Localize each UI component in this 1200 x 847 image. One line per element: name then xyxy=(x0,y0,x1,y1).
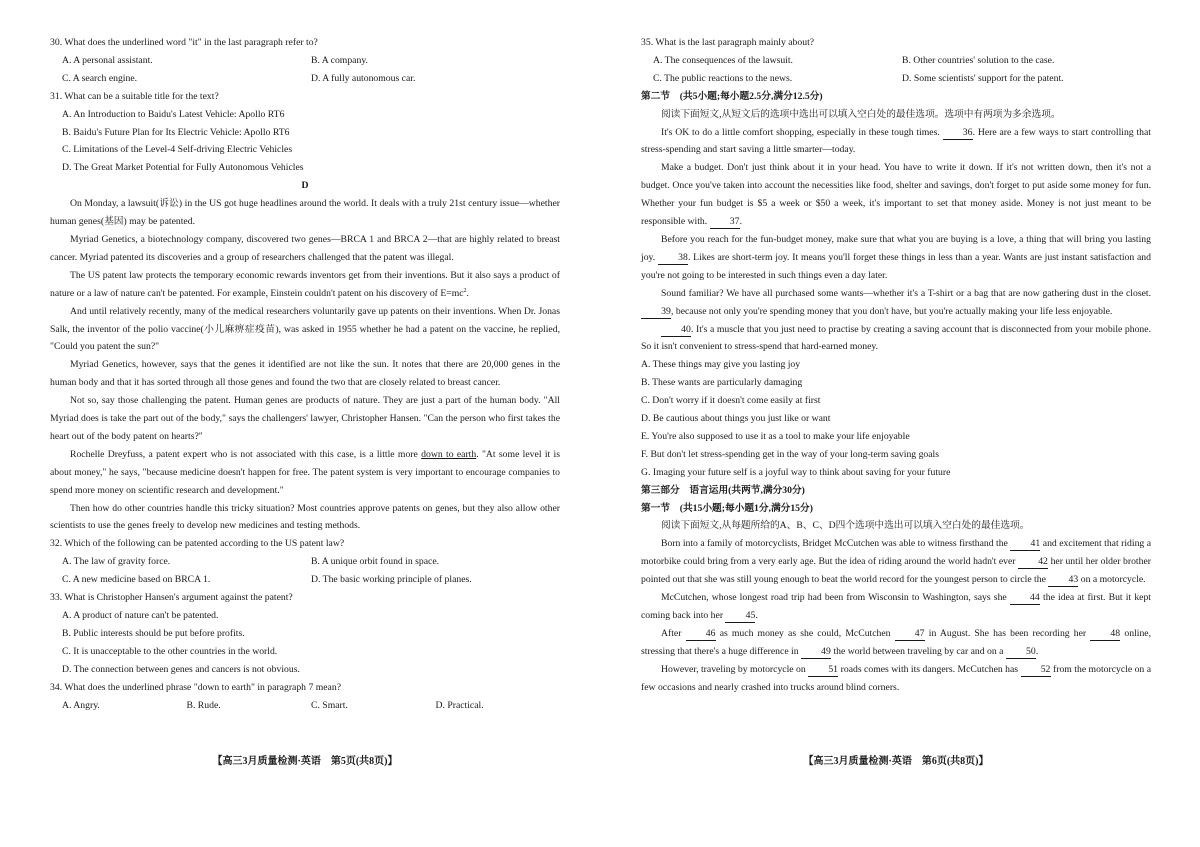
paragraph-text: and excitement that riding a motorbike could bring from a very early age. But the idea of riding around the world hadn't ever xyxy=(641,538,1152,568)
blank-37: 37 xyxy=(710,216,740,229)
option: C. The public reactions to the news. xyxy=(653,72,793,84)
gap-option: F. But don't let stress-spending get in the way of your long-term saving goals xyxy=(641,448,940,460)
cloze-paragraph-4 xyxy=(641,661,1151,697)
gap-option: E. You're also supposed to use it as a tool to make your life enjoyable xyxy=(641,430,910,442)
paragraph-text: her until her older brother pointed out that she was still young enough to beat the world record for the youngest person to circle the xyxy=(641,556,1151,586)
blank-47: 47 xyxy=(895,628,925,641)
option: A. Angry. xyxy=(62,699,100,711)
superscript: 2 xyxy=(463,287,467,294)
paragraph-text: in August. She has been recording her xyxy=(928,627,1087,639)
gap-paragraph-4 xyxy=(641,285,1151,321)
paragraph-text: online, stressing that there's a huge difference in xyxy=(641,627,1152,657)
gap-option: A. These things may give you lasting joy xyxy=(641,359,801,371)
blank-43: 43 xyxy=(1048,574,1078,587)
gap-option: G. Imaging your future self is a joyful way to think about saving for your future xyxy=(641,466,951,478)
right-page xyxy=(641,34,1151,697)
cloze-paragraph-1 xyxy=(641,535,1151,589)
blank-40: 40 xyxy=(661,324,691,337)
paragraph-text: . Here are a few ways to start controlling that stress-spending and start saving a little smarter—today. xyxy=(641,126,1151,156)
paragraph-text: . xyxy=(466,287,469,299)
option: D. Some scientists' support for the patent. xyxy=(902,72,1064,84)
part-3-heading: 第三部分 语言运用(共两节,满分30分) xyxy=(641,484,805,496)
blank-46: 46 xyxy=(686,628,716,641)
paragraph-text: . It's a muscle that you just need to practise by creating a saving account that is disconnected from your mobile phone. So it isn't convenient to stress-spend that hard-earned money. xyxy=(641,323,1151,353)
gap-paragraph-2 xyxy=(641,159,1151,231)
paragraph-text: After xyxy=(661,627,682,639)
paragraph-text: The US patent law protects the temporary economic rewards inventors get from their inventions. But it also says a product of nature or a law of nature can't be patented. For example, Einstein couldn't patent on his discovery of E=mc xyxy=(50,269,560,299)
option: A. A product of nature can't be patented. xyxy=(62,610,219,621)
option: A. An Introduction to Baidu's Latest Vehicle: Apollo RT6 xyxy=(62,108,285,120)
blank-44: 44 xyxy=(1010,592,1040,605)
question-32-options xyxy=(50,553,560,589)
option: C. A search engine. xyxy=(62,72,138,84)
passage-paragraph-8: Then how do other countries handle this tricky situation? Most countries approve patents on genes, but they also allow other scientists to use the genes freely to develop new medicines and testing methods. xyxy=(50,502,560,532)
blank-49: 49 xyxy=(801,646,831,659)
paragraph-text: However, traveling by motorcycle on xyxy=(661,663,806,675)
blank-36: 36 xyxy=(943,127,973,140)
section-d-heading: D xyxy=(301,180,309,192)
page-footer-left: 【高三3月质量检测·英语 第5页(共8页)】 xyxy=(212,756,398,767)
option: C. A new medicine based on BRCA 1. xyxy=(62,574,211,586)
gap-option: D. Be cautious about things you just like or want xyxy=(641,413,831,425)
blank-39: 39 xyxy=(641,306,671,319)
paragraph-text: . xyxy=(755,610,758,621)
gap-paragraph-5 xyxy=(641,321,1151,357)
option: D. The Great Market Potential for Fully Autonomous Vehicles xyxy=(62,162,304,174)
option: A. The consequences of the lawsuit. xyxy=(653,54,793,66)
option: B. A company. xyxy=(311,54,368,66)
left-page xyxy=(50,34,560,714)
paragraph-text: It's OK to do a little comfort shopping, especially in these tough times. xyxy=(661,126,940,138)
paragraph-text: , because not only you're spending money that you don't have, but you're actually making your life less enjoyable. xyxy=(671,305,1113,317)
gap-paragraph-1 xyxy=(641,124,1151,160)
option: D. Practical. xyxy=(435,699,484,711)
paragraph-text: Make a budget. Don't just think about it in your head. You have to write it down. If it's not written down, then it's not a budget. Once you've taken into account the necessities like food, shelter and savings, don't forget to put aside some money for fun. Whether your fun budget is $5 a week or $50 a week, it's important to set that money aside. Money is not just meant to be responsible with. xyxy=(641,162,1151,228)
passage-paragraph-6: Not so, say those challenging the patent. Human genes are products of nature. They are just a part of the human body. "All Myriad does is take the part out of the body," says the challengers' lawyer, Christopher Hansen. "Can the person who first takes the heart out of the body patent on hearts?" xyxy=(50,395,560,442)
blank-51: 51 xyxy=(808,664,838,677)
paragraph-text: . xyxy=(739,216,743,228)
paragraph-text: on a motorcycle. xyxy=(1080,574,1146,586)
option: D. The basic working principle of planes. xyxy=(311,574,472,586)
paragraph-text: Before you reach for the fun-budget money, make sure that what you are buying is a love, a thing that will bring you lasting joy. xyxy=(641,233,1151,263)
paragraph-text: the world between traveling by car and on a xyxy=(833,645,1004,657)
blank-41: 41 xyxy=(1010,538,1040,551)
paragraph-text: as much money as she could, McCutchen xyxy=(719,627,891,639)
question-30-options xyxy=(50,52,560,88)
cloze-paragraph-3 xyxy=(641,625,1151,661)
section-2-heading: 第二节 (共5小题;每小题2.5分,满分12.5分) xyxy=(641,90,823,102)
question-30: 30. What does the underlined word "it" in the last paragraph refer to? xyxy=(50,37,318,48)
gap-option: B. These wants are particularly damaging xyxy=(641,377,803,389)
passage-paragraph-7 xyxy=(50,446,560,500)
blank-52: 52 xyxy=(1021,664,1051,677)
gap-option: C. Don't worry if it doesn't come easily at first xyxy=(641,395,821,407)
option: B. Public interests should be put before profits. xyxy=(62,627,245,639)
section-2-instructions: 阅读下面短文,从短文后的选项中选出可以填入空白处的最佳选项。选项中有两项为多余选项。 xyxy=(661,108,1061,120)
option: C. It is unacceptable to the other countries in the world. xyxy=(62,645,278,657)
paragraph-text: . Likes are short-term joy. It means you'll forget these things in less than a year. Wants are just instant satisfaction and you're not going to be interested in such things even a day later. xyxy=(641,251,1151,281)
option: B. A unique orbit found in space. xyxy=(311,556,440,568)
option: D. The connection between genes and cancers is not obvious. xyxy=(62,663,300,675)
question-34-options xyxy=(50,697,560,715)
question-35: 35. What is the last paragraph mainly about? xyxy=(641,37,815,48)
option: B. Rude. xyxy=(186,699,221,711)
paragraph-text: Rochelle Dreyfuss, a patent expert who is not associated with this case, is a little more xyxy=(70,448,422,460)
option: B. Baidu's Future Plan for Its Electric Vehicle: Apollo RT6 xyxy=(62,126,290,138)
paragraph-text: McCutchen, whose longest road trip had been from Wisconsin to Washington, says she xyxy=(661,592,1007,604)
section-1-instructions: 阅读下面短文,从每题所给的A、B、C、D四个选项中选出可以填入空白处的最佳选项。 xyxy=(661,520,1030,532)
blank-48: 48 xyxy=(1090,628,1120,641)
passage-paragraph-3 xyxy=(50,267,560,303)
blank-38: 38 xyxy=(658,252,688,265)
blank-42: 42 xyxy=(1018,556,1048,569)
passage-paragraph-2: Myriad Genetics, a biotechnology company, discovered two genes—BRCA 1 and BRCA 2—that are highly related to breast cancer. Myriad patented its discoveries and a group of researchers challenged that the patent was illegal. xyxy=(50,233,560,263)
paragraph-text: Born into a family of motorcyclists, Bridget McCutchen was able to witness firsthand the xyxy=(661,538,1008,550)
passage-paragraph-4: And until relatively recently, many of the medical researchers voluntarily gave up patents on their inventions. When Dr. Jonas Salk, the inventor of the polio vaccine(小儿麻痹症疫苗), was asked in 1955 whether he had a patent on the vaccine, he replied, "Could you patent the sun?" xyxy=(50,305,560,353)
option: A. A personal assistant. xyxy=(62,54,153,66)
gap-paragraph-3 xyxy=(641,231,1151,285)
blank-45: 45 xyxy=(725,610,755,623)
paragraph-text: the idea at first. But it kept coming back into her xyxy=(641,592,1151,621)
section-1-heading: 第一节 (共15小题;每小题1分,满分15分) xyxy=(641,502,813,514)
page-footer-right: 【高三3月质量检测·英语 第6页(共8页)】 xyxy=(803,756,989,767)
paragraph-text: Sound familiar? We have all purchased some wants—whether it's a T-shirt or a bag that are now gathering dust in the closet. xyxy=(661,287,1151,299)
cloze-paragraph-2 xyxy=(641,589,1151,625)
underlined-phrase: down to earth xyxy=(421,448,477,460)
passage-paragraph-1: On Monday, a lawsuit(诉讼) in the US got huge headlines around the world. It deals with a truly 21st century issue—whether human genes(基因) may be patented. xyxy=(50,198,560,228)
paragraph-text: . xyxy=(1035,645,1039,657)
question-32: 32. Which of the following can be patented according to the US patent law? xyxy=(50,538,345,550)
option: D. A fully autonomous car. xyxy=(311,72,416,84)
blank-50: 50 xyxy=(1006,646,1036,659)
question-34: 34. What does the underlined phrase "down to earth" in paragraph 7 mean? xyxy=(50,681,341,693)
option: C. Smart. xyxy=(311,699,348,711)
question-31: 31. What can be a suitable title for the text? xyxy=(50,90,219,102)
paragraph-text: roads comes with its dangers. McCutchen has xyxy=(840,663,1019,675)
option: A. The law of gravity force. xyxy=(62,556,171,568)
paragraph-text: from the motorcycle on a few occasions and nearly crashed into trucks around blind corners. xyxy=(641,663,1152,693)
passage-paragraph-5: Myriad Genetics, however, says that the genes it identified are not like the sun. It notes that there are 20,000 genes in the human body and that it has sorted through all those genes and found the two that are closely related to breast cancer. xyxy=(50,359,560,389)
option: C. Limitations of the Level-4 Self-driving Electric Vehicles xyxy=(62,144,293,156)
question-35-options xyxy=(641,52,1151,88)
paragraph-text: . "At some level it is about money," he says, "because medicine doesn't happen for free. The patent system is very important to encourage companies to spend more money on scientific research and development." xyxy=(50,448,560,496)
option: B. Other countries' solution to the case. xyxy=(902,54,1055,66)
question-33: 33. What is Christopher Hansen's argument against the patent? xyxy=(50,592,293,604)
